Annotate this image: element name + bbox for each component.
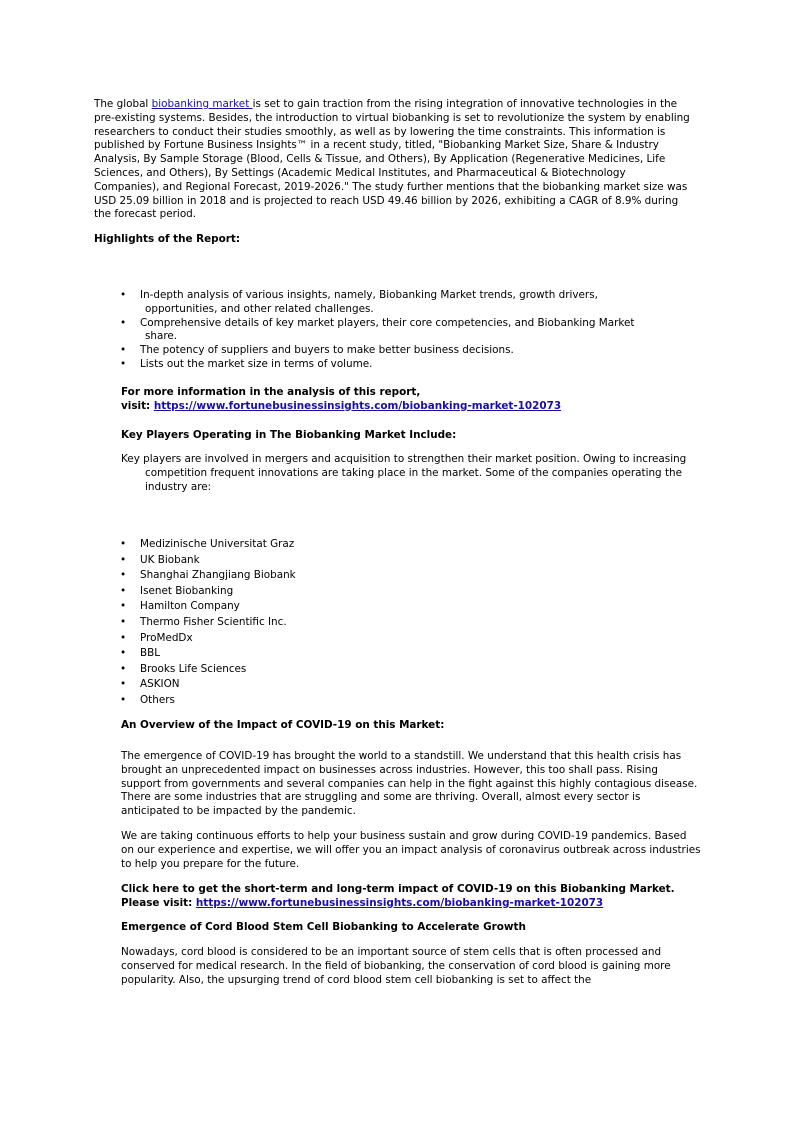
key-players-heading: Key Players Operating in The Biobanking Market Include:: [121, 429, 457, 441]
company-name: Thermo Fisher Scientific Inc.: [140, 615, 287, 628]
bullet-icon: •: [120, 584, 127, 597]
list-item: [120, 585, 520, 601]
list-item: [120, 317, 660, 345]
company-name: Medizinische Universitat Graz: [140, 538, 295, 550]
intro-paragraph: [94, 98, 694, 222]
bullet-icon: •: [120, 600, 127, 613]
covid-cta: [121, 883, 721, 911]
biobanking-market-link[interactable]: biobanking market: [151, 98, 253, 110]
highlights-list: [120, 289, 660, 372]
bullet-icon: •: [120, 647, 127, 660]
please-visit-label: Please visit:: [121, 896, 196, 909]
bullet-icon: •: [120, 569, 127, 582]
cord-blood-heading: Emergence of Cord Blood Stem Cell Biobanking to Accelerate Growth: [121, 921, 526, 933]
company-name: Brooks Life Sciences: [140, 662, 247, 675]
list-item-text: The potency of suppliers and buyers to make better business decisions.: [140, 344, 514, 357]
highlights-heading: Highlights of the Report:: [94, 233, 240, 245]
bullet-icon: •: [120, 289, 127, 301]
list-item-text: In-depth analysis of various insights, namely, Biobanking Market trends, growth drivers,: [140, 289, 598, 301]
list-item: [120, 647, 520, 663]
bullet-icon: •: [120, 662, 127, 675]
company-name: Shanghai Zhangjiang Biobank: [140, 569, 296, 582]
bullet-icon: •: [120, 553, 127, 566]
list-item: [120, 616, 520, 632]
list-item: [120, 538, 520, 554]
company-name: Others: [140, 693, 175, 706]
list-item: [120, 694, 520, 710]
list-item: [120, 632, 520, 648]
company-name: BBL: [140, 647, 161, 660]
list-item: [120, 678, 520, 694]
key-players-intro: Key players are involved in mergers and acquisition to strengthen their market position. Owing to increasing competition frequent innovations are taking place in the market. Some of the companies operating the industry are:: [121, 453, 687, 493]
list-item: [120, 344, 660, 358]
more-info-text: For more information in the analysis of this report,: [121, 386, 421, 398]
bullet-icon: •: [120, 316, 127, 329]
list-item: [120, 663, 520, 679]
intro-text-before: The global: [94, 98, 152, 110]
bullet-icon: •: [120, 693, 127, 706]
bullet-icon: •: [120, 357, 127, 370]
company-name: ProMedDx: [140, 631, 193, 644]
covid-cta-text: Click here to get the short-term and long-term impact of COVID-19 on this Biobanking Market.: [121, 883, 675, 895]
list-item-text: Comprehensive details of key market players, their core competencies, and Biobanking Market: [140, 316, 635, 329]
bullet-icon: •: [120, 344, 127, 357]
company-name: Hamilton Company: [140, 600, 240, 613]
list-item: [120, 358, 660, 372]
list-item: [120, 600, 520, 616]
visit-label: visit:: [121, 399, 154, 412]
company-list: [120, 538, 520, 710]
covid-report-link[interactable]: https://www.fortunebusinessinsights.com/biobanking-market-102073: [195, 896, 604, 909]
list-item: [120, 554, 520, 570]
bullet-icon: •: [120, 538, 127, 550]
report-link[interactable]: https://www.fortunebusinessinsights.com/biobanking-market-102073: [153, 399, 562, 412]
list-item-continuation: share.: [145, 330, 178, 343]
cord-blood-paragraph: Nowadays, cord blood is considered to be an important source of stem cells that is often processed and conserved for medical research. In the field of biobanking, the conservation of cord blood is gaining more popularity. Also, the upsurging trend of cord blood stem cell biobanking is set to affect the: [121, 946, 671, 986]
company-name: UK Biobank: [140, 553, 200, 566]
covid-paragraph-1: The emergence of COVID-19 has brought the world to a standstill. We understand that this health crisis has brought an unprecedented impact on businesses across industries. However, this too shall pass. Rising support from governments and several companies can help in the fight against this highly contagious disease. There are some industries that are struggling and some are thriving. Overall, almost every sector is anticipated to be impacted by the pandemic.: [121, 750, 698, 818]
bullet-icon: •: [120, 631, 127, 644]
company-name: Isenet Biobanking: [140, 584, 234, 597]
list-item: [120, 569, 520, 585]
list-item-text: Lists out the market size in terms of volume.: [140, 357, 373, 370]
bullet-icon: •: [120, 678, 127, 691]
bullet-icon: •: [120, 615, 127, 628]
intro-text-after: is set to gain traction from the rising integration of innovative technologies in the pre-existing systems. Besides, the introduction to virtual biobanking is set to revolutionize the system by enabling researchers to conduct their studies smoothly, as well as by lowering the time constraints. This information is published by Fortune Business Insights™ in a recent study, titled, "Biobanking Market Size, Share & Industry Analysis, By Sample Storage (Blood, Cells & Tissue, and Others), By Application (Regenerative Medicines, Life Sciences, and Others), By Settings (Academic Medical Institutes, and Pharmaceutical & Biotechnology Companies), and Regional Forecast, 2019-2026." The study further mentions that the biobanking market size was USD 25.09 billion in 2018 and is projected to reach USD 49.46 billion by 2026, exhibiting a CAGR of 8.9% during the forecast period.: [94, 98, 690, 221]
covid-heading: An Overview of the Impact of COVID-19 on this Market:: [121, 719, 445, 731]
company-name: ASKION: [140, 678, 180, 691]
more-info-block: [121, 386, 721, 414]
covid-paragraph-2: We are taking continuous efforts to help your business sustain and grow during COVID-19 pandemics. Based on our experience and expertise, we will offer you an impact analysis of coronavirus outbreak across industries to help you prepare for the future.: [121, 830, 701, 870]
list-item-continuation: opportunities, and other related challenges.: [145, 302, 374, 315]
list-item: [120, 289, 660, 317]
